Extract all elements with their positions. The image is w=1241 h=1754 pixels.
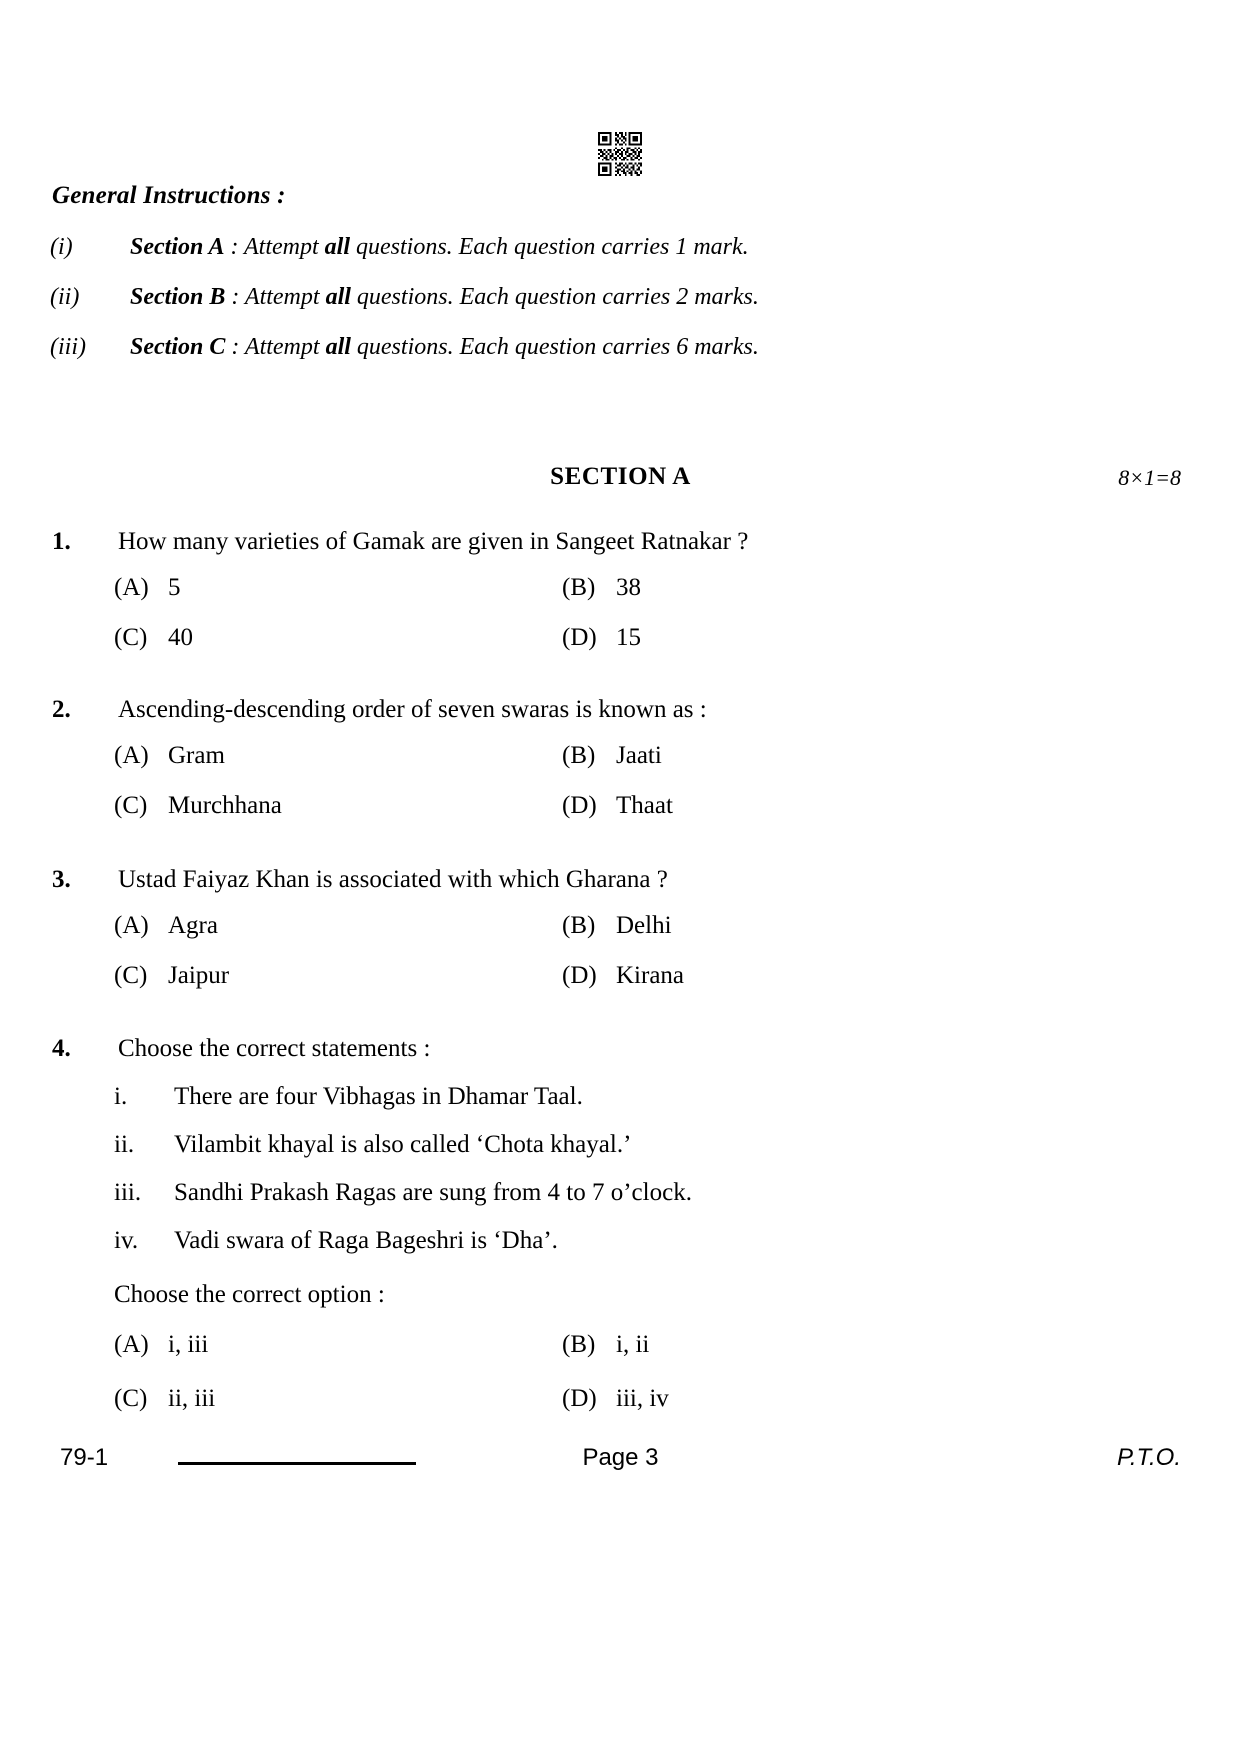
option-text: i, ii — [616, 1331, 650, 1358]
question-block — [52, 528, 1182, 656]
statement-number: iv. — [114, 1227, 139, 1254]
instruction-text-after: questions. Each question carries 2 marks. — [350, 284, 759, 310]
instruction-section-label: Section C — [130, 334, 226, 360]
instruction-section-label: Section A — [130, 234, 225, 260]
pto-label: P.T.O. — [1116, 1444, 1181, 1471]
question-heading — [52, 866, 1182, 894]
option-text: Murchhana — [168, 792, 282, 819]
statement-item — [52, 1227, 1182, 1255]
question-text: Choose the correct statements : — [118, 1035, 431, 1062]
instruction-text-after: questions. Each question carries 6 marks. — [350, 334, 759, 360]
option-text: 40 — [168, 624, 193, 651]
qr-code-icon — [595, 130, 645, 178]
general-instructions-heading: General Instructions : — [52, 182, 286, 209]
option-a[interactable] — [114, 574, 181, 602]
option-text: 15 — [616, 624, 641, 651]
option-a[interactable] — [114, 1331, 208, 1359]
option-text: Jaipur — [168, 962, 230, 989]
instruction-text-before: : Attempt — [225, 334, 326, 360]
option-row — [52, 912, 1182, 944]
instruction-row — [50, 284, 1190, 311]
question-block — [52, 696, 1182, 824]
option-row — [52, 792, 1182, 824]
instruction-emphasis: all — [325, 284, 351, 310]
option-label: (A) — [114, 742, 149, 769]
option-text: 5 — [168, 574, 181, 601]
instruction-emphasis: all — [325, 334, 351, 360]
instruction-section-label: Section B — [130, 284, 226, 310]
question-number: 1. — [52, 528, 71, 555]
option-label: (C) — [114, 624, 148, 651]
section-title: SECTION A — [550, 463, 691, 490]
instruction-number: (ii) — [50, 284, 80, 310]
option-label: (D) — [562, 1385, 597, 1412]
option-label: (C) — [114, 792, 148, 819]
option-c[interactable] — [114, 1385, 215, 1413]
question-number: 3. — [52, 866, 71, 893]
option-b[interactable] — [562, 1331, 649, 1359]
option-text: Gram — [168, 742, 225, 769]
question-heading — [52, 696, 1182, 724]
option-label: (A) — [114, 912, 149, 939]
instruction-row — [50, 334, 1190, 361]
instruction-row — [50, 234, 1190, 261]
instruction-number: (i) — [50, 234, 73, 260]
option-label: (B) — [562, 1331, 596, 1358]
question-block — [52, 1035, 1182, 1417]
option-text: ii, iii — [168, 1385, 216, 1412]
paper-code: 79-1 — [60, 1444, 109, 1471]
instruction-number: (iii) — [50, 334, 86, 360]
statement-number: iii. — [114, 1179, 142, 1206]
question-block — [52, 866, 1182, 994]
page-number: Page 3 — [582, 1444, 659, 1471]
option-label: (A) — [114, 1331, 149, 1358]
option-text: Kirana — [616, 962, 685, 989]
option-text: Agra — [168, 912, 218, 939]
option-row — [52, 962, 1182, 994]
option-b[interactable] — [562, 912, 672, 940]
option-label: (B) — [562, 742, 596, 769]
option-row — [52, 1385, 1182, 1417]
choose-option-prompt: Choose the correct option : — [114, 1281, 385, 1308]
option-d[interactable] — [562, 1385, 669, 1413]
option-b[interactable] — [562, 574, 641, 602]
option-text: Jaati — [616, 742, 662, 769]
option-label: (C) — [114, 962, 148, 989]
option-text: 38 — [616, 574, 641, 601]
option-c[interactable] — [114, 962, 229, 990]
option-d[interactable] — [562, 962, 684, 990]
option-row — [52, 1331, 1182, 1363]
option-label: (D) — [562, 792, 597, 819]
section-marks: 8×1=8 — [1118, 465, 1181, 490]
statement-item — [52, 1131, 1182, 1159]
option-row — [52, 624, 1182, 656]
statement-number: i. — [114, 1083, 128, 1110]
option-label: (B) — [562, 574, 596, 601]
question-number: 2. — [52, 696, 71, 723]
option-text: Delhi — [616, 912, 672, 939]
statement-item — [52, 1083, 1182, 1111]
statement-item — [52, 1179, 1182, 1207]
statement-number: ii. — [114, 1131, 135, 1158]
question-heading — [52, 1035, 1182, 1063]
instruction-text-after: questions. Each question carries 1 mark. — [350, 234, 749, 260]
option-label: (C) — [114, 1385, 148, 1412]
statement-text: Sandhi Prakash Ragas are sung from 4 to 7 o’clock. — [174, 1179, 692, 1206]
option-label: (D) — [562, 962, 597, 989]
statement-text: Vadi swara of Raga Bageshri is ‘Dha’. — [174, 1227, 558, 1254]
option-label: (D) — [562, 624, 597, 651]
instruction-text-before: : Attempt — [225, 284, 326, 310]
option-text: Thaat — [616, 792, 673, 819]
option-label: (B) — [562, 912, 596, 939]
option-c[interactable] — [114, 792, 282, 820]
question-text: Ascending-descending order of seven swaras is known as : — [118, 696, 707, 723]
page-footer — [60, 1444, 1181, 1484]
option-b[interactable] — [562, 742, 662, 770]
instruction-emphasis: all — [324, 234, 351, 260]
option-label: (A) — [114, 574, 149, 601]
option-text: i, iii — [168, 1331, 209, 1358]
option-d[interactable] — [562, 792, 673, 820]
option-a[interactable] — [114, 912, 218, 940]
option-c[interactable] — [114, 624, 193, 652]
statement-text: There are four Vibhagas in Dhamar Taal. — [174, 1083, 583, 1110]
option-text: iii, iv — [616, 1385, 669, 1412]
question-text: Ustad Faiyaz Khan is associated with which Gharana ? — [118, 866, 668, 893]
question-number: 4. — [52, 1035, 71, 1062]
question-heading — [52, 528, 1182, 556]
option-row — [52, 742, 1182, 774]
option-a[interactable] — [114, 742, 225, 770]
question-text: How many varieties of Gamak are given in Sangeet Ratnakar ? — [118, 528, 749, 555]
option-row — [52, 574, 1182, 606]
statement-text: Vilambit khayal is also called ‘Chota khayal.’ — [174, 1131, 632, 1158]
instruction-text-before: : Attempt — [224, 234, 325, 260]
option-d[interactable] — [562, 624, 641, 652]
